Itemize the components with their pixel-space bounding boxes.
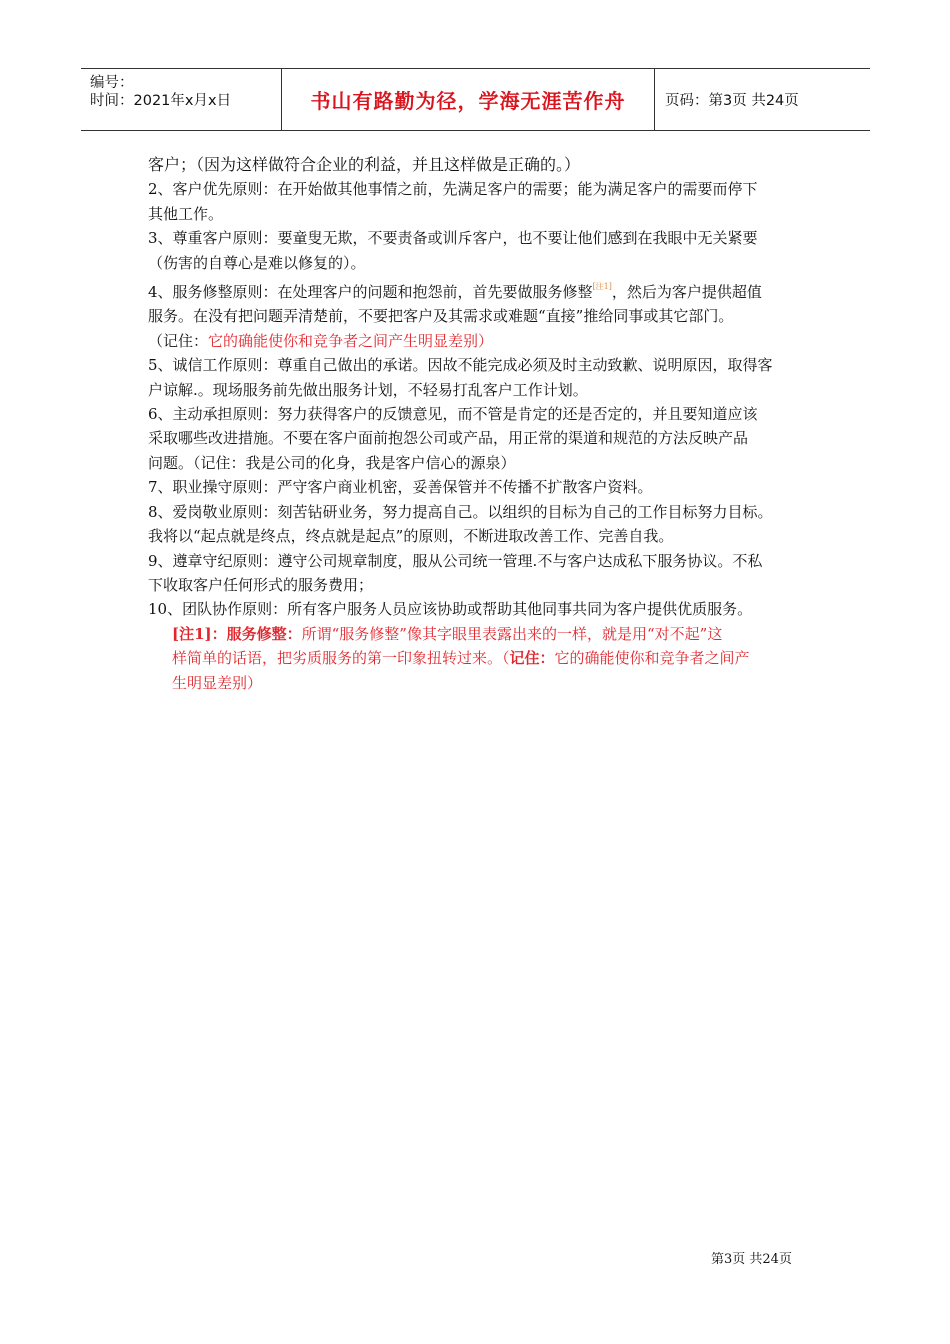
document-code-label: 编号： <box>90 75 134 91</box>
text-line: 7、职业操守原则：严守客户商业机密，妥善保管并不传播不扩散客户资料。 <box>148 478 653 497</box>
text-line: 服务。在没有把问题弄清楚前，不要把客户及其需求或难题“直接”推给同事或其它部门。 <box>148 307 734 326</box>
header-page-number: 页码：第3页 共24页 <box>665 93 799 109</box>
document-body <box>148 153 813 695</box>
text-line: 6、主动承担原则：努力获得客户的反馈意见，而不管是肯定的还是否定的，并且要知道应该 <box>148 405 758 424</box>
footnote-label: [注1]：服务修整： <box>172 624 302 643</box>
text-segment: 4、服务修整原则：在处理客户的问题和抱怨前，首先要做服务修整 <box>148 283 593 302</box>
text-line: 客户；（因为这样做符合企业的利益，并且这样做是正确的。） <box>148 155 581 174</box>
text-segment: （记住： <box>148 331 209 350</box>
header-motto-cell <box>281 69 655 130</box>
text-line: 5、诚信工作原则：尊重自己做出的承诺。因故不能完成必须及时主动致歉、说明原因，取得客 <box>148 356 773 375</box>
document-date-label: 时间：2021年x月x日 <box>90 93 232 109</box>
text-segment: ，然后为客户提供超值 <box>611 283 762 302</box>
footnote-line <box>172 622 813 646</box>
page-header <box>81 68 870 131</box>
text-line: 10、团队协作原则：所有客户服务人员应该协助或帮助其他同事共同为客户提供优质服务。 <box>148 600 753 619</box>
page-footer-number: 第3页 共24页 <box>711 1252 792 1267</box>
footnote-line <box>172 646 813 670</box>
footnote-emphasis: 记住： <box>509 649 555 668</box>
footnote-line: 生明显差别） <box>172 673 263 692</box>
highlighted-text: 它的确能使你和竞争者之间产生明显差别） <box>208 331 494 350</box>
text-line: 问题。（记住：我是公司的化身，我是客户信心的源泉） <box>148 453 516 472</box>
text-line <box>148 329 813 353</box>
text-line: 8、爱岗敬业原则：刻苦钻研业务，努力提高自己。以组织的目标为自己的工作目标努力目标。 <box>148 502 773 521</box>
text-line: 采取哪些改进措施。不要在客户面前抱怨公司或产品，用正常的渠道和规范的方法反映产品 <box>148 429 749 448</box>
footnote-text: 它的确能使你和竞争者之间产 <box>554 649 750 668</box>
header-page-cell <box>655 69 870 130</box>
footnote-text: 所谓“服务修整”像其字眼里表露出来的一样，就是用“对不起”这 <box>301 624 723 643</box>
text-line: 3、尊重客户原则：要童叟无欺，不要责备或训斥客户，也不要让他们感到在我眼中无关紧要 <box>148 229 758 248</box>
footnote-text: 样简单的话语，把劣质服务的第一印象扭转过来。（ <box>172 649 510 668</box>
text-line: 其他工作。 <box>148 204 224 223</box>
header-motto: 书山有路勤为径，学海无涯苦作舟 <box>310 89 626 113</box>
text-line: 户谅解.。现场服务前先做出服务计划，不轻易打乱客户工作计划。 <box>148 380 588 399</box>
text-line: （伤害的自尊心是难以修复的）。 <box>148 253 366 272</box>
footnote-reference[interactable]: [注1] <box>592 282 612 292</box>
text-line: 我将以“起点就是终点，终点就是起点”的原则，不断进取改善工作、完善自我。 <box>148 527 674 546</box>
text-line: 9、遵章守纪原则：遵守公司规章制度，服从公司统一管理.不与客户达成私下服务协议。不私 <box>148 551 763 570</box>
header-left-cell <box>81 69 281 130</box>
text-line: 下收取客户任何形式的服务费用； <box>148 575 374 594</box>
text-line: 2、客户优先原则：在开始做其他事情之前，先满足客户的需要；能为满足客户的需要而停下 <box>148 180 758 199</box>
text-line <box>148 275 813 304</box>
